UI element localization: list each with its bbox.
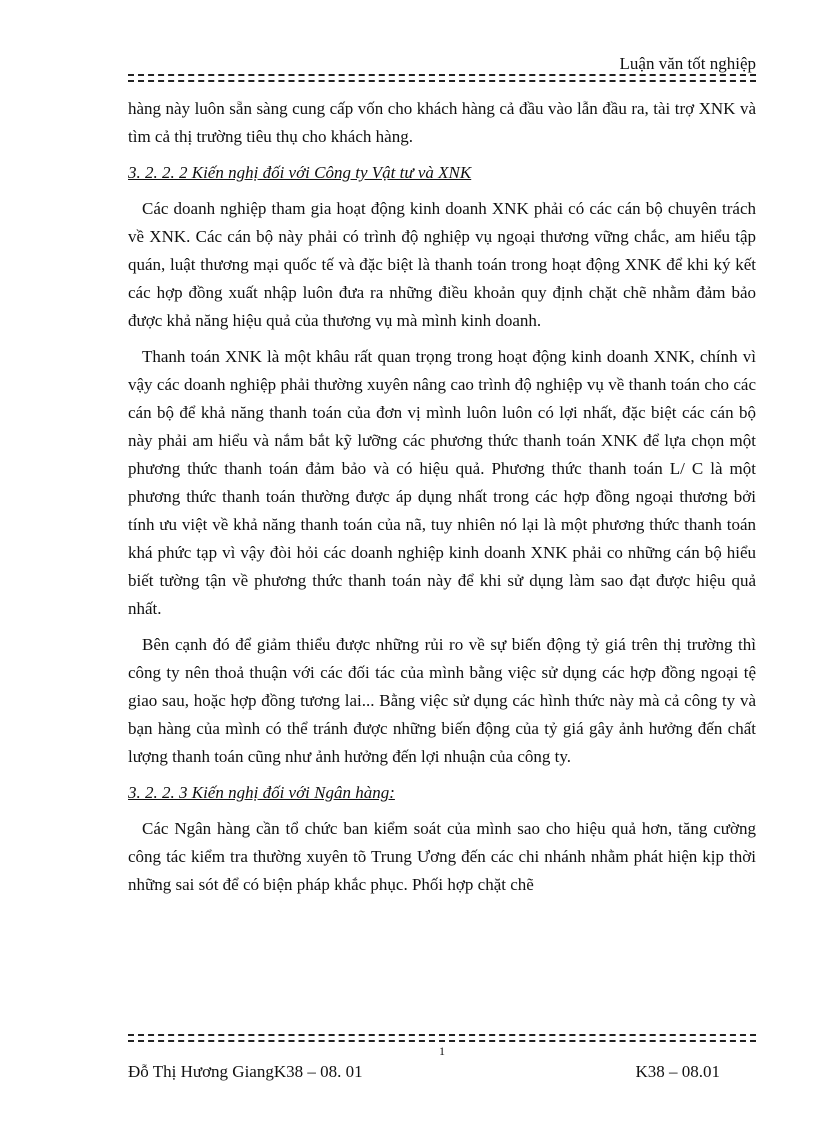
- section-heading: 3. 2. 2. 3 Kiến nghị đối với Ngân hàng:: [128, 783, 395, 802]
- header-divider: [128, 80, 756, 82]
- footer-class-code: K38 – 08.01: [635, 1062, 720, 1081]
- page-number: 1: [439, 1044, 445, 1058]
- paragraph: Các Ngân hàng cần tổ chức ban kiểm soát của mình sao cho hiệu quả hơn, tăng cường công tác kiểm tra thường xuyên tõ Trung Ương đến các chi nhánh nhằm phát hiện kịp thời những sai sót để có biện pháp khắc phục. Phối hợp chặt chẽ: [128, 819, 756, 894]
- footer-divider: [128, 1034, 756, 1036]
- paragraph: Thanh toán XNK là một khâu rất quan trọng trong hoạt động kinh doanh XNK, chính vì vậy các doanh nghiệp phải thường xuyên nâng cao trình độ nghiệp vụ về thanh toán cho các cán bộ để khả năng thanh toán của đơn vị mình luôn luôn có lợi nhất, đặc biệt các cán bộ này phải am hiểu và nắm bắt kỹ lưỡng các phương thức thanh toán XNK để lựa chọn một phương thức thanh toán đảm bảo và có hiệu quả. Phương thức thanh toán L/ C là một phương thức thanh toán thường được áp dụng nhất trong các hợp đồng ngoại thương bởi tính ưu việt về khả năng thanh toán của nã, tuy nhiên nó lại là một phương thức thanh toán khá phức tạp vì vậy đòi hỏi các doanh nghiệp kinh doanh XNK phải co những cán bộ hiểu biết tường tận về phương thức thanh toán này để khi sử dụng làm sao đạt được hiệu quả nhất.: [128, 347, 756, 618]
- footer-divider: [128, 1040, 756, 1042]
- paragraph: hàng này luôn sẵn sàng cung cấp vốn cho khách hàng cả đầu vào lẫn đầu ra, tài trợ XNK và tìm cả thị trường tiêu thụ cho khách hàng.: [128, 99, 756, 146]
- footer-author: Đỗ Thị Hương GiangK38 – 08. 01: [128, 1062, 363, 1081]
- paragraph: Bên cạnh đó để giảm thiểu được những rủi ro về sự biến động tỷ giá trên thị trường thì công ty nên thoả thuận với các đối tác của mình bằng việc sử dụng các hợp đồng ngoại tệ giao sau, hoặc hợp đồng tương lai... Bằng việc sử dụng các hình thức này mà cả công ty và bạn hàng của mình có thể tránh được những biến động của tỷ giá gây ảnh hưởng đến chất lượng thanh toán cũng như ảnh hưởng đến lợi nhuận của công ty.: [128, 635, 756, 766]
- paragraph: Các doanh nghiệp tham gia hoạt động kinh doanh XNK phải có các cán bộ chuyên trách về XNK. Các cán bộ này phải có trình độ nghiệp vụ ngoại thương vững chắc, am hiểu tập quán, luật thương mại quốc tế và đặc biệt là thanh toán trong hoạt động XNK để khi ký kết các hợp đồng xuất nhập luôn đưa ra những điều khoản quy định chặt chẽ nhằm đảm bảo được khả năng hiệu quả của thương vụ mà mình kinh doanh.: [128, 199, 756, 330]
- document-body: [128, 95, 756, 907]
- running-header-title: Luận văn tốt nghiệp: [619, 54, 756, 73]
- header-divider: [128, 74, 756, 76]
- section-heading: 3. 2. 2. 2 Kiến nghị đối với Công ty Vật tư và XNK: [128, 163, 472, 182]
